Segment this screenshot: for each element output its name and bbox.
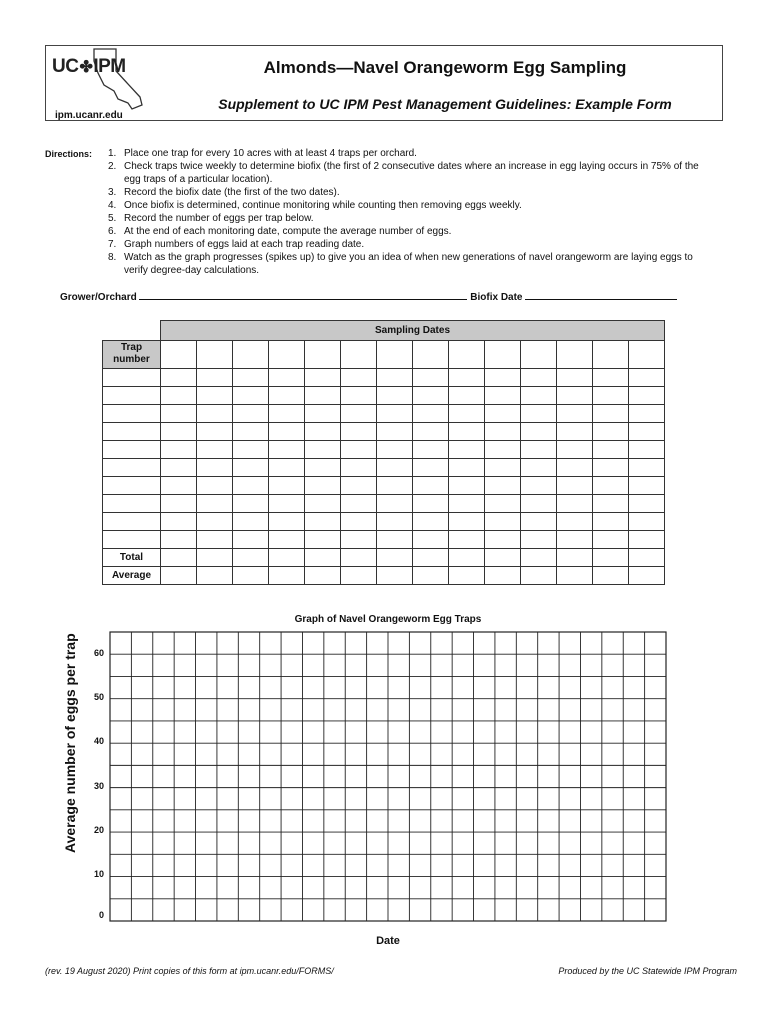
y-tick-label: 10 xyxy=(93,869,104,879)
x-axis-label: Date xyxy=(376,935,400,947)
sampling-dates-header: Sampling Dates xyxy=(161,321,665,341)
page-subtitle: Supplement to UC IPM Pest Management Guidelines: Example Form xyxy=(218,96,672,112)
total-label: Total xyxy=(103,549,161,567)
direction-text: Check traps twice weekly to determine biofix (the first of 2 consecutive dates where an increase in egg laying occurs in 75% of the egg traps of a particular location). xyxy=(124,161,699,185)
trap-number-label: Trap number xyxy=(103,341,161,369)
direction-text: Watch as the graph progresses (spikes up) to give you an idea of when new generations of navel orangeworm are laying eggs to verify degree-day calculations. xyxy=(124,252,693,276)
direction-number: 8. xyxy=(108,252,117,263)
leaf-icon: ✤ xyxy=(79,59,93,76)
direction-text: Place one trap for every 10 acres with at least 4 traps per orchard. xyxy=(124,148,417,159)
direction-number: 3. xyxy=(108,187,117,198)
y-tick-label: 40 xyxy=(93,736,104,746)
direction-text: Once biofix is determined, continue monitoring while counting then removing eggs weekly. xyxy=(124,200,522,211)
direction-text: Record the biofix date (the first of the two dates). xyxy=(124,187,340,198)
site-url: ipm.ucanr.edu xyxy=(55,110,123,121)
logo-uc: UC xyxy=(52,56,79,77)
biofix-label: Biofix Date xyxy=(470,292,523,303)
direction-number: 7. xyxy=(108,239,117,250)
footer-producer: Produced by the UC Statewide IPM Program xyxy=(558,966,737,976)
y-tick-label: 20 xyxy=(93,825,104,835)
directions-label: Directions: xyxy=(45,149,93,159)
direction-number: 2. xyxy=(108,161,117,172)
footer-revision: (rev. 19 August 2020) Print copies of this form at ipm.ucanr.edu/FORMS/ xyxy=(45,966,334,976)
direction-text: Record the number of eggs per trap below. xyxy=(124,213,314,224)
y-tick-label: 0 xyxy=(98,910,104,920)
average-label: Average xyxy=(103,567,161,585)
y-tick-label: 30 xyxy=(93,781,104,791)
y-axis-label: Average number of eggs per trap xyxy=(62,633,78,853)
y-tick-label: 60 xyxy=(93,648,104,658)
direction-number: 4. xyxy=(108,200,117,211)
direction-number: 1. xyxy=(108,148,117,159)
page-title: Almonds—Navel Orangeworm Egg Sampling xyxy=(263,58,627,77)
logo-ipm: IPM xyxy=(93,56,126,77)
direction-number: 6. xyxy=(108,226,117,237)
direction-text: Graph numbers of eggs laid at each trap reading date. xyxy=(124,239,365,250)
grower-label: Grower/Orchard xyxy=(60,292,137,303)
y-tick-label: 50 xyxy=(93,692,104,702)
direction-text: At the end of each monitoring date, compute the average number of eggs. xyxy=(124,226,452,237)
graph-title: Graph of Navel Orangeworm Egg Traps xyxy=(294,614,482,625)
direction-number: 5. xyxy=(108,213,117,224)
